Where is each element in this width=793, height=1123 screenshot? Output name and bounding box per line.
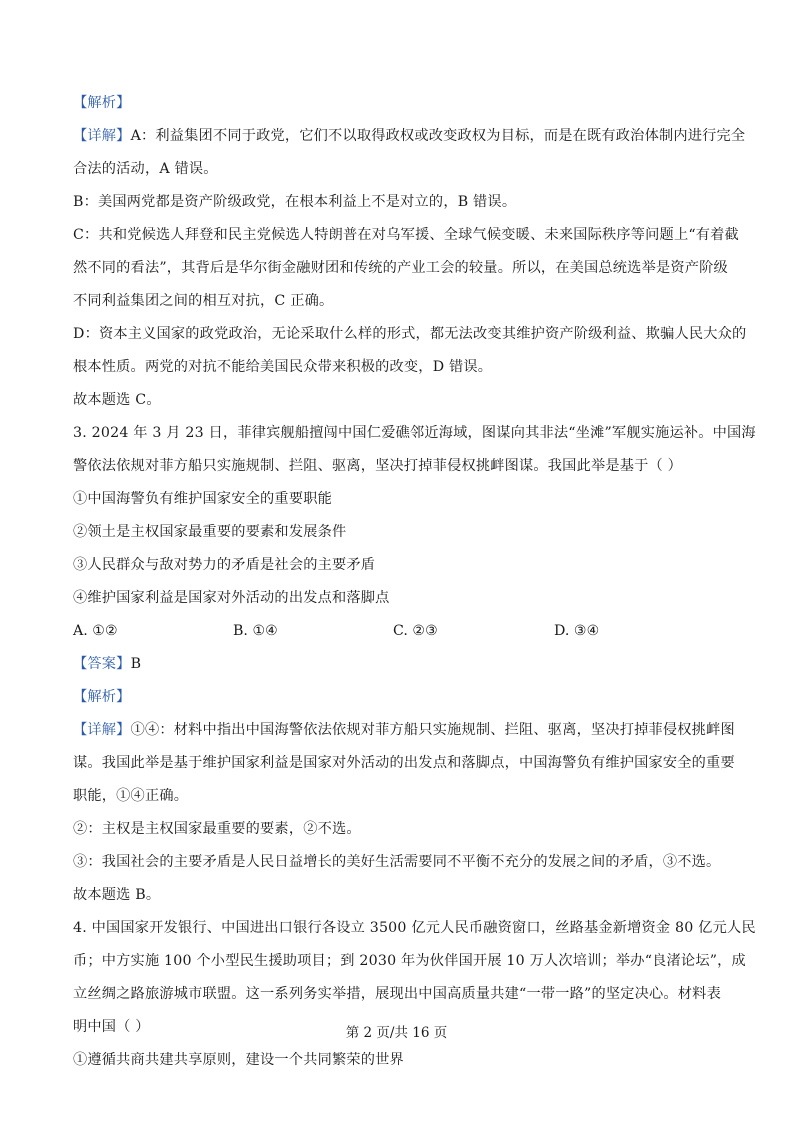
answer-choice-line: 故本题选 C。 <box>73 392 161 408</box>
analysis-tag: 【解析】 <box>73 95 131 111</box>
question-3-item: ①中国海警负有维护国家安全的重要职能 <box>73 491 332 507</box>
detail-tag: 【详解】 <box>73 722 131 738</box>
question-3-item: ③人民群众与敌对势力的矛盾是社会的主要矛盾 <box>73 557 376 573</box>
question-4-stem-line: 币；中方实施 100 个小型民生援助项目；到 2030 年为伙伴国开展 10 万人次培训；举办“良渚论坛”，成 <box>73 953 746 969</box>
detail-text-line: ②：主权是主权国家最重要的要素，②不选。 <box>73 821 361 837</box>
question-3-item: ④维护国家利益是国家对外活动的出发点和落脚点 <box>73 590 390 606</box>
detail-text: ①④：材料中指出中国海警依法依规对菲方船只实施规制、拦阻、驱离，坚决打掉菲侵权挑衅图 <box>130 722 735 738</box>
detail-text-line: 谋。我国此举是基于维护国家利益是国家对外活动的出发点和落脚点，中国海警负有维护国家安全的重要 <box>73 755 735 771</box>
answer-choice-line: 故本题选 B。 <box>73 887 161 903</box>
option-b-explanation: B：美国两党都是资产阶级政党，在根本利益上不是对立的，B 错误。 <box>73 194 517 210</box>
detail-tag: 【详解】 <box>73 128 131 144</box>
question-3-stem: 3. 2024 年 3 月 23 日，菲律宾舰船擅闯中国仁爱礁邻近海域，图谋向其非法“坐滩”军舰实施运补。中国海 <box>73 425 756 441</box>
answer-tag: 【答案】 <box>73 656 131 672</box>
detail-paragraph <box>73 125 746 147</box>
analysis-heading <box>73 686 728 708</box>
option-b: B. ①④ <box>233 623 278 639</box>
question-4-item: ①遵循共商共建共享原则，建设一个共同繁荣的世界 <box>73 1052 404 1068</box>
detail-text: A：利益集团不同于政党，它们不以取得政权或改变政权为目标，而是在既有政治体制内进行完全 <box>130 128 746 144</box>
analysis-heading <box>73 92 728 114</box>
detail-text-line: ③：我国社会的主要矛盾是人民日益增长的美好生活需要同不平衡不充分的发展之间的矛盾，③不选。 <box>73 854 721 870</box>
document-body <box>73 92 756 1071</box>
answer-value: B <box>130 656 142 672</box>
detail-text-line: 职能，①④正确。 <box>73 788 189 804</box>
option-a: A. ①② <box>73 623 118 639</box>
question-3-answer <box>73 653 728 675</box>
question-3-options <box>73 620 728 642</box>
analysis-tag: 【解析】 <box>73 689 131 705</box>
option-c-explanation-line: 不同利益集团之间的相互对抗，C 正确。 <box>73 293 334 309</box>
page-footer <box>0 1023 793 1043</box>
detail-paragraph <box>73 719 735 741</box>
option-d-explanation-line: 根本性质。两党的对抗不能给美国民众带来积极的改变，D 错误。 <box>73 359 493 375</box>
question-4-stem: 4. 中国国家开发银行、中国进出口银行各设立 3500 亿元人民币融资窗口，丝路基金新增资金 80 亿元人民 <box>73 920 756 936</box>
option-d: D. ③④ <box>554 623 600 639</box>
question-3-stem-line: 警依法依规对菲方船只实施规制、拦阻、驱离，坚决打掉菲侵权挑衅图谋。我国此举是基于（ ） <box>73 458 682 474</box>
page-number: 第 2 页/共 16 页 <box>345 1025 448 1041</box>
question-4-stem-line: 明中国（ ） <box>73 1019 150 1035</box>
detail-text-line: 合法的活动，A 错误。 <box>73 161 218 177</box>
question-3-item: ②领土是主权国家最重要的要素和发展条件 <box>73 524 347 540</box>
option-c: C. ②③ <box>393 623 438 639</box>
question-4-stem-line: 立丝绸之路旅游城市联盟。这一系列务实举措，展现出中国高质量共建“一带一路”的坚定决心。材料表 <box>73 986 721 1002</box>
option-d-explanation: D：资本主义国家的政党政治，无论采取什么样的形式，都无法改变其维护资产阶级利益、欺骗人民大众的 <box>73 326 747 342</box>
option-c-explanation-line: 然不同的看法”，其背后是华尔街金融财团和传统的产业工会的较量。所以，在美国总统选举是资产阶级 <box>73 260 728 276</box>
option-c-explanation: C：共和党候选人拜登和民主党候选人特朗普在对乌军援、全球气候变暖、未来国际秩序等问题上“有着截 <box>73 227 739 243</box>
